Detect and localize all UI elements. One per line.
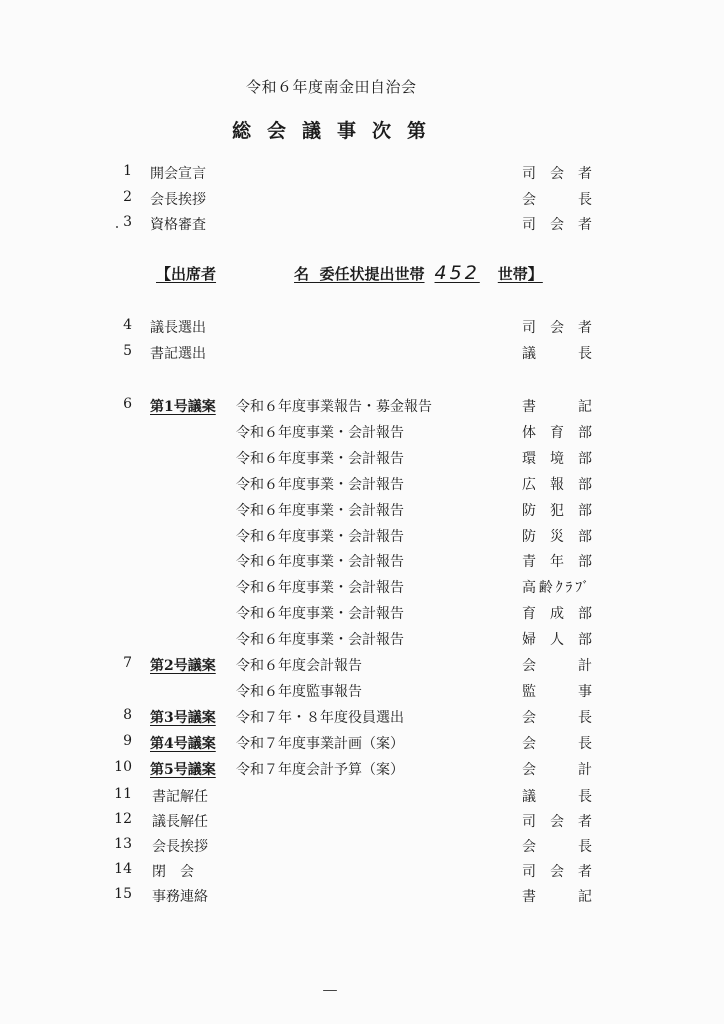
agenda-row bbox=[0, 629, 724, 653]
item-label: 議長選出 bbox=[150, 320, 206, 336]
bill-title: 令和６年度事業・会計報告 bbox=[236, 632, 404, 649]
item-number: 12 bbox=[114, 811, 132, 827]
item-number: 3 bbox=[123, 214, 132, 230]
bill-title: 令和６年度事業・会計報告 bbox=[236, 450, 404, 467]
bill-title: 令和７年度会計予算（案） bbox=[236, 761, 404, 778]
bill-title: 令和６年度事業・会計報告 bbox=[236, 502, 404, 519]
attendance-bracket-close: 】 bbox=[527, 265, 543, 283]
list-item bbox=[0, 317, 724, 341]
item-number: 13 bbox=[114, 836, 132, 852]
agenda-row bbox=[0, 733, 724, 757]
responsible-role: 高齢ｸﾗﾌﾞ bbox=[522, 580, 592, 597]
bill-title: 令和６年度事業・会計報告 bbox=[236, 606, 404, 623]
bill-title: 令和６年度事業報告・募金報告 bbox=[236, 399, 432, 415]
list-item bbox=[0, 786, 724, 810]
agenda-row bbox=[0, 603, 724, 627]
item-label: 閉 会 bbox=[152, 864, 194, 880]
item-label: 会長挨拶 bbox=[152, 839, 208, 855]
responsible-role: 司会者 bbox=[522, 864, 592, 880]
responsible-role: 体育部 bbox=[522, 424, 592, 441]
bill-title: 令和６年度事業・会計報告 bbox=[236, 528, 404, 545]
list-item bbox=[0, 214, 724, 238]
responsible-role: 司会者 bbox=[522, 814, 592, 830]
responsible-role: 議長 bbox=[522, 789, 592, 805]
attendees-unit: 名 bbox=[294, 265, 310, 283]
item-label: 事務連絡 bbox=[152, 889, 208, 905]
responsible-role: 防犯部 bbox=[522, 502, 592, 519]
list-item bbox=[0, 163, 724, 187]
item-number: 15 bbox=[114, 886, 132, 902]
agenda-row bbox=[0, 681, 724, 705]
list-item bbox=[0, 886, 724, 910]
bill-title: 令和６年度事業・会計報告 bbox=[236, 476, 404, 493]
agenda-row bbox=[0, 448, 724, 472]
item-label: 書記選出 bbox=[150, 346, 206, 362]
scan-speck bbox=[323, 990, 337, 991]
item-label: 議長解任 bbox=[152, 814, 208, 830]
bill-number: 第2号議案 bbox=[150, 658, 216, 674]
list-item bbox=[0, 836, 724, 860]
responsible-role: 会長 bbox=[522, 191, 592, 208]
responsible-role: 会長 bbox=[522, 735, 592, 752]
proxy-count-handwritten: 452 bbox=[434, 262, 480, 284]
item-number: 4 bbox=[123, 317, 132, 333]
agenda-row bbox=[0, 500, 724, 524]
bill-title: 令和６年度事業・会計報告 bbox=[236, 554, 404, 571]
list-item bbox=[0, 861, 724, 885]
responsible-role: 青年部 bbox=[522, 554, 592, 571]
page-title: 総会議事次第 bbox=[232, 120, 443, 142]
bill-title: 令和６年度事業・会計報告 bbox=[236, 424, 404, 441]
responsible-role: 会長 bbox=[522, 709, 592, 726]
agenda-row bbox=[0, 551, 724, 575]
bill-number: 第5号議案 bbox=[150, 761, 216, 778]
responsible-role: 司会者 bbox=[522, 320, 592, 336]
responsible-role: 育成部 bbox=[522, 606, 592, 623]
responsible-role: 婦人部 bbox=[522, 632, 592, 649]
agenda-row bbox=[0, 655, 724, 679]
item-number: 10 bbox=[114, 758, 132, 775]
responsible-role: 司会者 bbox=[522, 217, 592, 233]
bill-title: 令和７年度事業計画（案） bbox=[236, 735, 404, 752]
responsible-role: 広報部 bbox=[522, 476, 592, 493]
bill-title: 令和６年度監事報告 bbox=[236, 683, 362, 700]
proxy-label: 委任状提出世帯 bbox=[319, 265, 425, 283]
responsible-role: 書記 bbox=[522, 399, 592, 415]
agenda-row bbox=[0, 526, 724, 550]
bill-number: 第3号議案 bbox=[150, 709, 216, 726]
attendees-label: 出席者 bbox=[171, 265, 217, 283]
organization-name: 令和６年度南金田自治会 bbox=[246, 78, 417, 96]
item-number: 8 bbox=[123, 706, 132, 723]
item-number: 6 bbox=[123, 396, 132, 412]
list-item bbox=[0, 343, 724, 367]
responsible-role: 書記 bbox=[522, 889, 592, 905]
item-number: 11 bbox=[114, 786, 132, 802]
item-number: 14 bbox=[114, 861, 132, 877]
responsible-role: 会計 bbox=[522, 761, 592, 778]
item-number: 9 bbox=[123, 732, 132, 749]
attendance-bracket-open: 【 bbox=[156, 265, 172, 283]
item-label: 資格審査 bbox=[150, 217, 206, 233]
item-number: 1 bbox=[123, 163, 132, 179]
attendance-line bbox=[156, 262, 543, 284]
responsible-role: 議長 bbox=[522, 346, 592, 362]
item-label: 書記解任 bbox=[152, 789, 208, 805]
item-number: 5 bbox=[123, 343, 132, 359]
item-label: 会長挨拶 bbox=[150, 191, 206, 208]
responsible-role: 監事 bbox=[522, 683, 592, 700]
bill-title: 令和７年・８年度役員選出 bbox=[236, 709, 404, 726]
agenda-row bbox=[0, 759, 724, 783]
bill-number: 第1号議案 bbox=[150, 399, 216, 415]
agenda-row bbox=[0, 577, 724, 601]
bill-title: 令和６年度会計報告 bbox=[236, 658, 362, 674]
proxy-unit: 世帯 bbox=[497, 265, 528, 283]
bill-number: 第4号議案 bbox=[150, 735, 216, 752]
item-label: 開会宣言 bbox=[150, 166, 206, 182]
list-item bbox=[0, 811, 724, 835]
responsible-role: 司会者 bbox=[522, 166, 592, 182]
responsible-role: 防災部 bbox=[522, 528, 592, 545]
scan-speck bbox=[116, 226, 118, 228]
item-number: 2 bbox=[123, 188, 132, 205]
agenda-row bbox=[0, 396, 724, 420]
item-number: 7 bbox=[123, 655, 132, 671]
list-item bbox=[0, 189, 724, 213]
responsible-role: 会計 bbox=[522, 658, 592, 674]
responsible-role: 会長 bbox=[522, 839, 592, 855]
agenda-row bbox=[0, 474, 724, 498]
agenda-row bbox=[0, 422, 724, 446]
agenda-row bbox=[0, 707, 724, 731]
responsible-role: 環境部 bbox=[522, 450, 592, 467]
bill-title: 令和６年度事業・会計報告 bbox=[236, 580, 404, 597]
